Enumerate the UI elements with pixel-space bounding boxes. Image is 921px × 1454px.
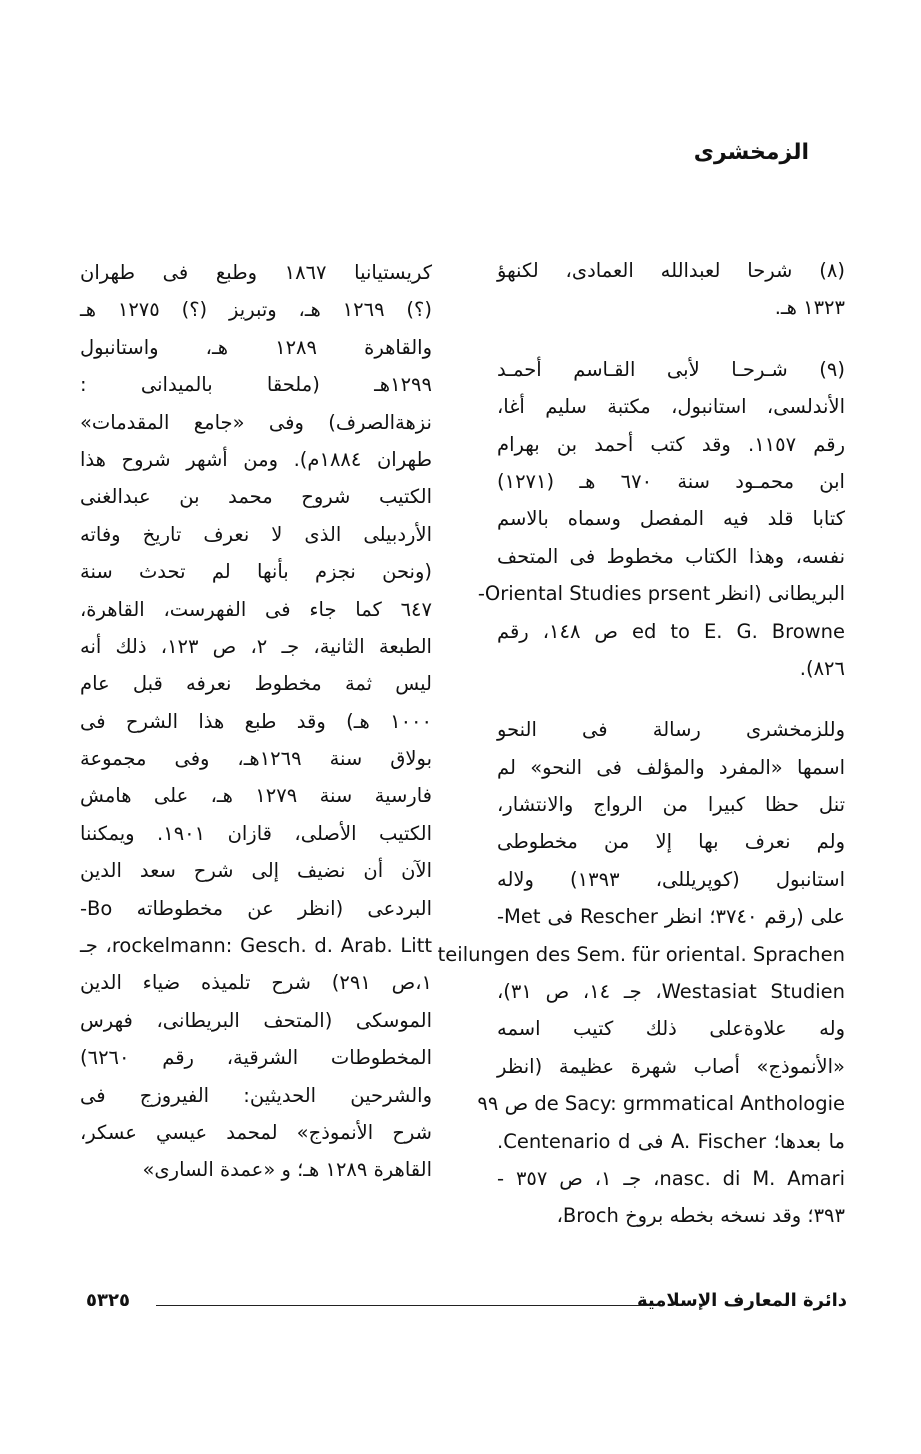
text-line: وله علاوةعلى ذلك كتيب اسمه bbox=[497, 1017, 845, 1041]
text-line: رقم ١١٥٧. وقد كتب أحمد بن بهرام bbox=[497, 432, 845, 456]
text-line: (ونحن نجزم بأنها لم تحدث سنة bbox=[80, 560, 432, 584]
footer-encyclopedia-title: دائرة المعارف الإسلامية bbox=[636, 1290, 847, 1311]
text-line: فارسية سنة ١٢٧٩ هـ، على هامش bbox=[80, 784, 432, 808]
text-line: (٨) شرحا لعبدالله العمادى، لكنهؤ bbox=[497, 259, 845, 282]
text-line: بولاق سنة ١٢٦٩هـ، وفى مجموعة bbox=[80, 747, 432, 771]
text-line: ابن محمـود سنة ٦٧٠ هـ (١٢٧١) bbox=[497, 469, 845, 493]
text-line: Westasiat Studien، جـ ١٤، ص ٣١)، bbox=[497, 980, 845, 1004]
footer-rule bbox=[156, 1305, 652, 1306]
text-line: ٣٩٣؛ وقد نسخه بخطه بروخ Broch، bbox=[556, 1204, 845, 1228]
text-line: شرح الأنموذج» لمحمد عيسي عسكر، bbox=[80, 1120, 432, 1144]
text-line: ١٠٠٠ هـ) وقد طبع هذا الشرح فى bbox=[80, 709, 432, 733]
page-header-title: الزمخشرى bbox=[693, 140, 809, 165]
text-line: وللزمخشرى رسالة فى النحو bbox=[497, 718, 845, 742]
text-line: ما بعدها؛ A. Fischer فى Centenario d. bbox=[497, 1129, 845, 1153]
text-line: ليس ثمة مخطوط نعرفه قبل عام bbox=[80, 672, 432, 696]
paragraph-gap bbox=[497, 687, 845, 711]
text-line: الموسكى (المتحف البريطانى، فهرس bbox=[80, 1008, 432, 1032]
text-line: تنل حظا كبيرا من الرواج والانتشار، bbox=[497, 793, 845, 817]
text-line: ١٢٩٩هـ (ملحقا بالميدانى : bbox=[80, 373, 432, 397]
text-line: الكتيب الأصلى، قازان ١٩٠١. ويمكننا bbox=[80, 821, 432, 845]
paragraph-gap bbox=[497, 327, 845, 351]
text-line: كتابا قلد فيه المفصل وسماه بالاسم bbox=[497, 507, 845, 531]
text-line: نزهةالصرف) وفى «جامع المقدمات» bbox=[80, 410, 432, 434]
text-line: الطبعة الثانية، جـ ٢، ص ١٢٣، ذلك أنه bbox=[80, 634, 432, 658]
page-number: ٥٣٢٥ bbox=[86, 1290, 130, 1311]
text-line: البردعى (انظر عن مخطوطاته Bo- bbox=[80, 896, 432, 920]
text-line: القاهرة ١٢٨٩ هـ؛ و «عمدة السارى» bbox=[142, 1158, 432, 1182]
text-line: المخطوطات الشرقية، رقم ٦٢٦٠) bbox=[80, 1046, 432, 1070]
text-line: ٨٢٦). bbox=[799, 656, 845, 680]
text-line: على (رقم ٣٧٤٠؛ انظر Rescher فى Met- bbox=[497, 905, 845, 929]
right-text-column bbox=[437, 252, 845, 1235]
text-line: استانبول (كوپريللى، ١٣٩٣) ولاله bbox=[497, 867, 845, 891]
text-line: rockelmann: Gesch. d. Arab. Litt، جـ bbox=[80, 934, 433, 958]
text-line: ed to E. G. Browne ص ١٤٨، رقم bbox=[497, 619, 845, 643]
text-line: نفسه، وهذا الكتاب مخطوط فى المتحف bbox=[497, 544, 845, 568]
text-line: ولم نعرف بها إلا من مخطوطى bbox=[497, 830, 845, 854]
text-line: الأردبيلى الذى لا نعرف تاريخ وفاته bbox=[80, 522, 432, 546]
text-line: teilungen des Sem. für oriental. Sprachen bbox=[437, 942, 845, 966]
text-line: البريطانى (انظر Oriental Studies prsent- bbox=[477, 582, 845, 606]
text-line: الآن أن نضيف إلى شرح سعد الدين bbox=[80, 859, 432, 883]
text-line: الكتيب شروح محمد بن عبدالغنى bbox=[80, 485, 432, 509]
text-line: «الأنموذج» أصاب شهرة عظيمة (انظر bbox=[497, 1054, 845, 1078]
text-line: اسمها «المفرد والمؤلف فى النحو» لم bbox=[497, 755, 845, 779]
text-line: (٩) شـرحـا لأبى القـاسم أحمـد bbox=[497, 357, 845, 381]
text-line: (؟) ١٢٦٩ هـ، وتبريز (؟) ١٢٧٥ هـ bbox=[80, 298, 432, 322]
text-line: nasc. di M. Amari، جـ ١، ص ٣٥٧ - bbox=[497, 1166, 845, 1190]
left-text-column bbox=[80, 254, 432, 1189]
text-line: ١٣٢٣ هـ. bbox=[774, 296, 845, 320]
page-footer bbox=[86, 1290, 847, 1320]
text-line: والشرحين الحديثين: الفيروزج فى bbox=[80, 1083, 432, 1107]
text-line: كريستيانيا ١٨٦٧ وطبع فى طهران bbox=[80, 261, 432, 284]
text-line: والقاهرة ١٢٨٩ هـ، واستانبول bbox=[80, 335, 432, 359]
text-line: ٦٤٧ كما جاء فى الفهرست، القاهرة، bbox=[80, 597, 432, 621]
text-line: الأندلسى، استانبول، مكتبة سليم أغا، bbox=[497, 395, 845, 419]
text-line: de Sacy: grmmatical Anthologie ص ٩٩ bbox=[477, 1092, 845, 1116]
text-line: طهران ١٨٨٤م). ومن أشهر شروح هذا bbox=[80, 447, 432, 471]
text-line: ١،ص ٢٩١) شرح تلميذه ضياء الدين bbox=[80, 971, 432, 995]
